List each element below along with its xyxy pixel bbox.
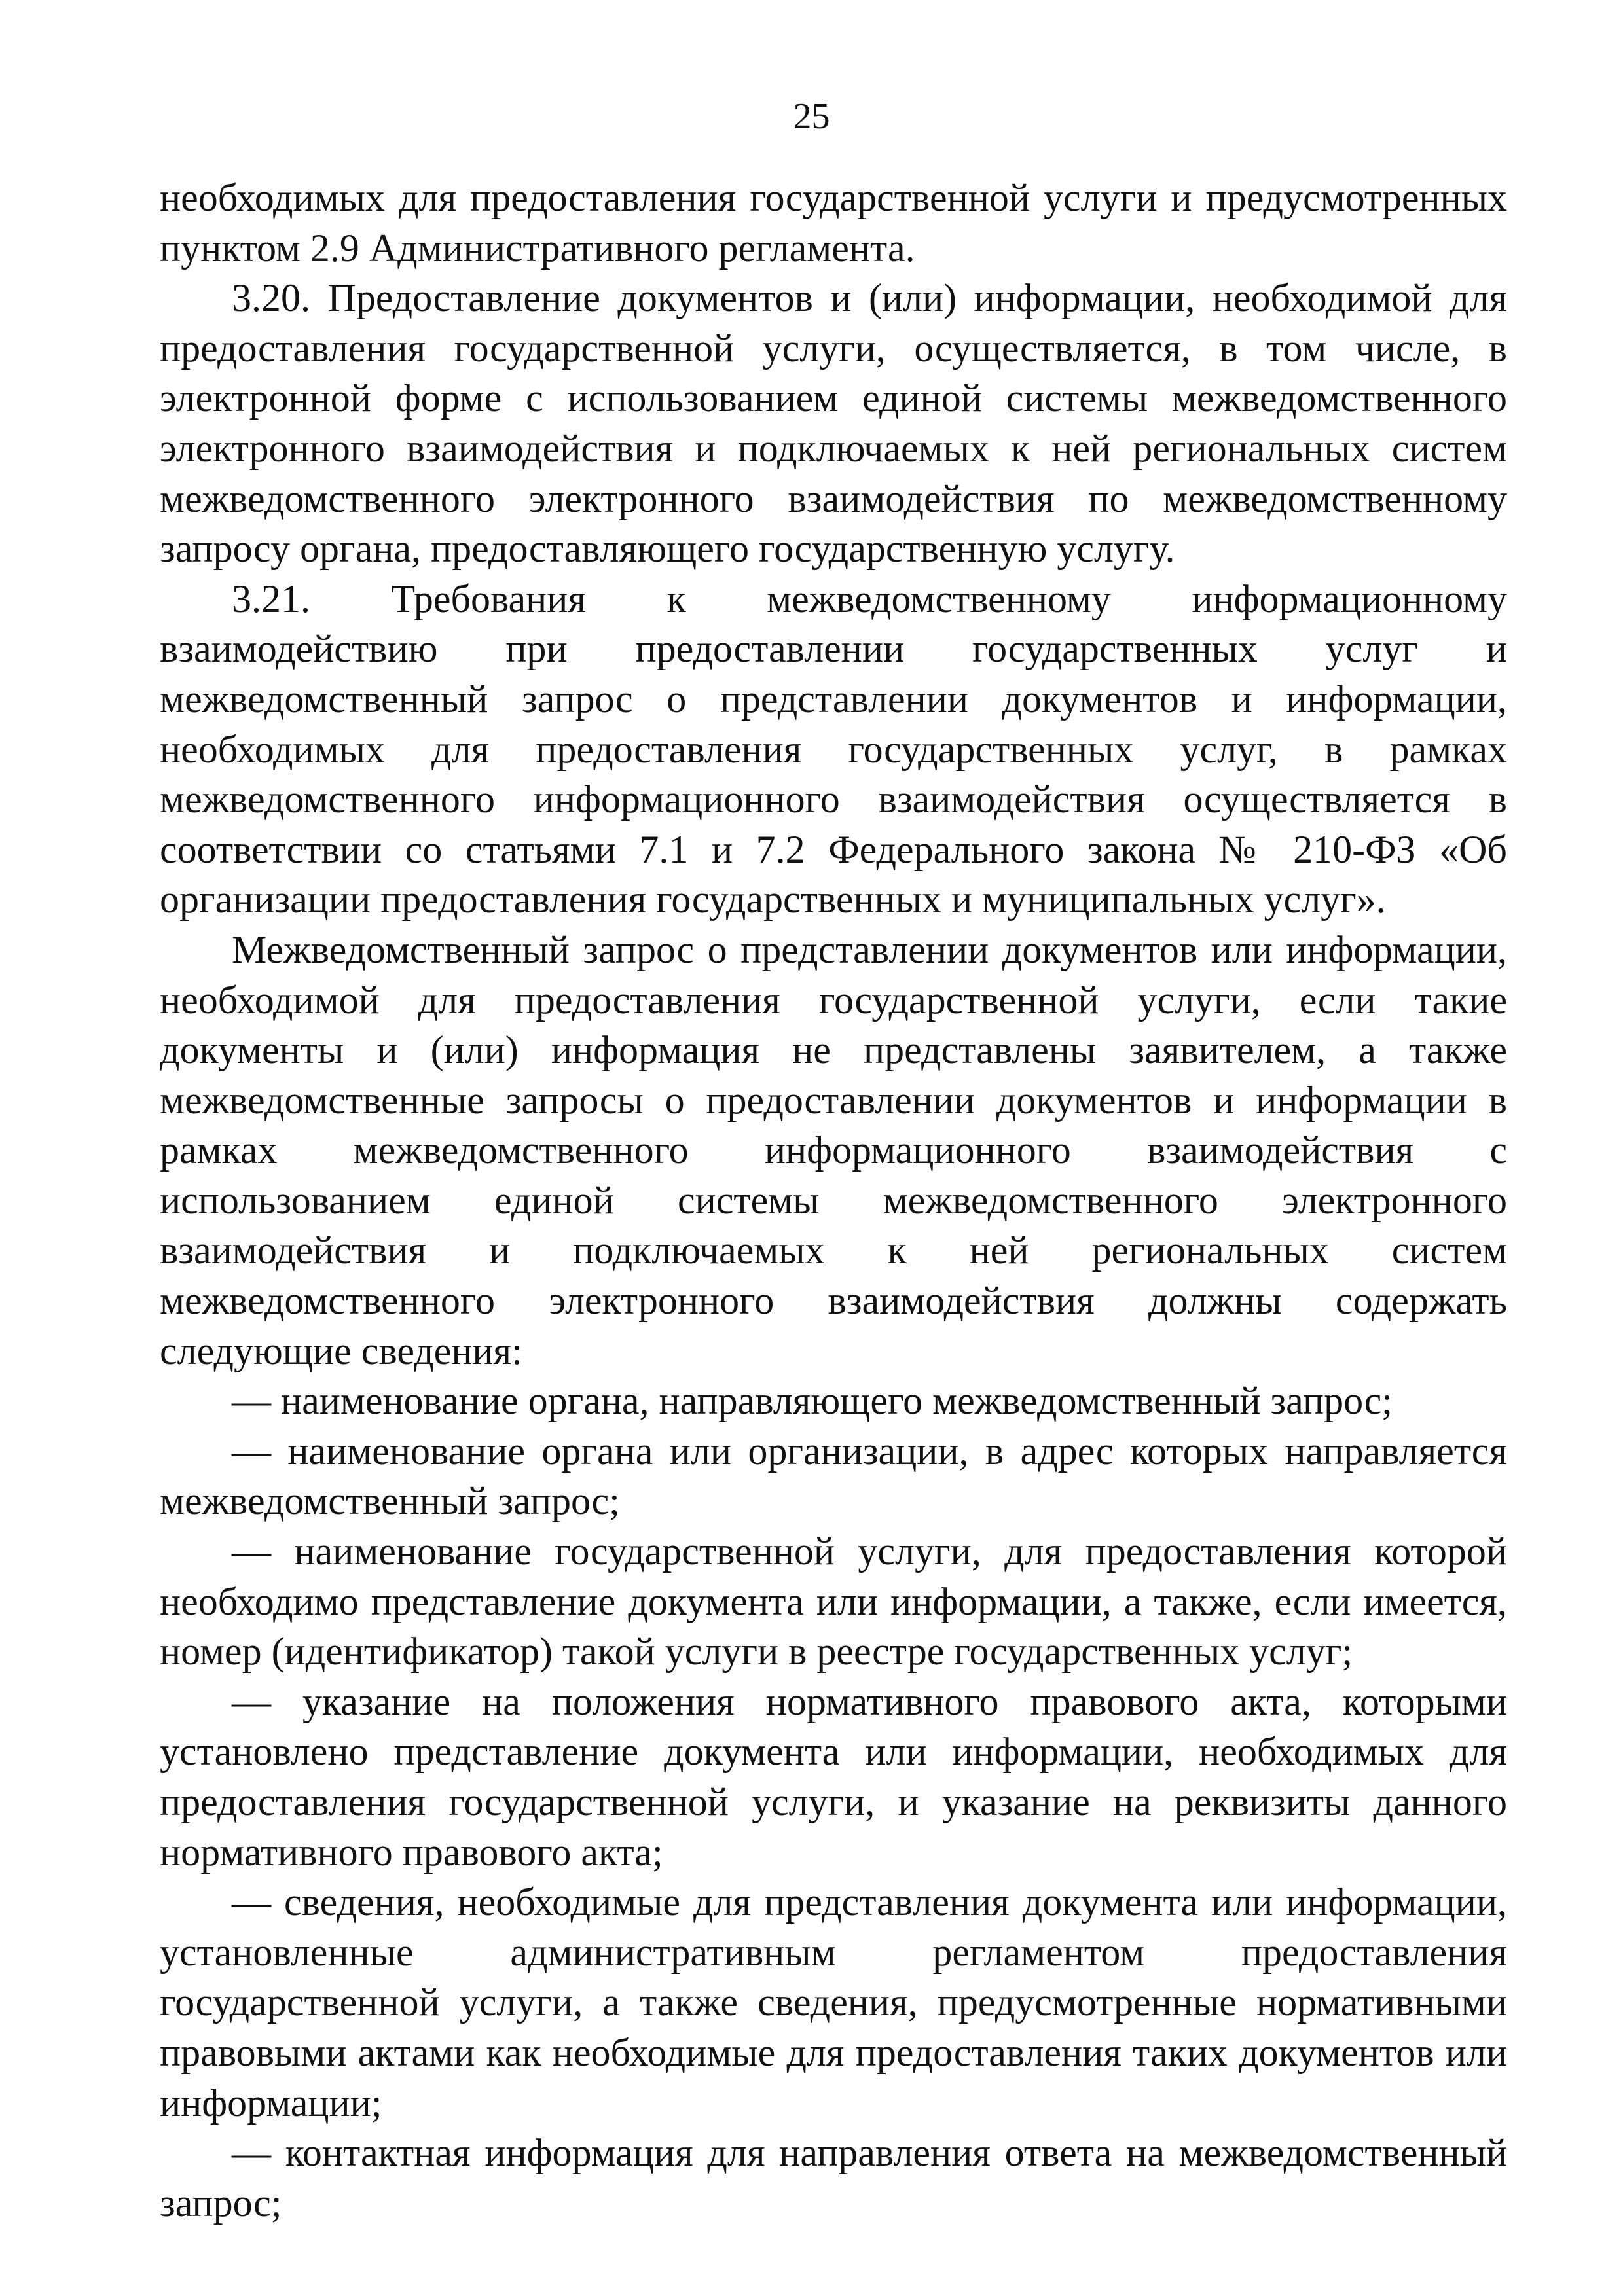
- list-item-required-info: — сведения, необходимые для представления документа или информации, установленные административным регламентом предоставления государственной услуги, а также сведения, предусмотренные нормативными правовыми актами как необходимые для предоставления таких документов или информации;: [160, 1880, 1507, 2125]
- paragraph-3-20: 3.20. Предоставление документов и (или) информации, необходимой для предоставления государственной услуги, осуществляется, в том числе, в электронной форме с использованием единой системы межведомственного электронного взаимодействия и подключаемых к ней региональных систем межведомственного электронного взаимодействия по межведомственному запросу органа, предоставляющего государственную услугу.: [160, 276, 1507, 571]
- paragraph-interagency-request: Межведомственный запрос о представлении документов или информации, необходимой для предоставления государственной услуги, если такие документы и (или) информация не представлены заявителем, а также межведомственные запросы о предоставлении документов и информации в рамках межведомственного информационного взаимодействия с использованием единой системы межведомственного электронного взаимодействия и подключаемых к ней региональных систем межведомственного электронного взаимодействия должны содержать следующие сведения:: [160, 927, 1507, 1372]
- list-item-contact-info: — контактная информация для направления ответа на межведомственный запрос;: [160, 2131, 1507, 2225]
- paragraph-continuation: необходимых для предоставления государственной услуги и предусмотренных пунктом 2.9 Административного регламента.: [160, 176, 1507, 270]
- list-item-requesting-body: — наименование органа, направляющего межведомственный запрос;: [232, 1379, 1393, 1423]
- page-number: 25: [793, 96, 830, 137]
- list-item-service-name: — наименование государственной услуги, для предоставления которой необходимо представление документа или информации, а также, если имеется, номер (идентификатор) такой услуги в реестре государственных услуг;: [160, 1530, 1507, 1674]
- paragraph-3-21: 3.21. Требования к межведомственному информационному взаимодействию при предоставлении государственных услуг и межведомственный запрос о представлении документов и информации, необходимых для предоставления государственных услуг, в рамках межведомственного информационного взаимодействия осуществляется в соответствии со статьями 7.1 и 7.2 Федерального закона № 210-ФЗ «Об организации предоставления государственных и муниципальных услуг».: [160, 577, 1507, 922]
- document-body: [160, 173, 1507, 2228]
- list-item-legal-act: — указание на положения нормативного правового акта, которыми установлено представление документа или информации, необходимых для предоставления государственной услуги, и указание на реквизиты данного нормативного правового акта;: [160, 1679, 1507, 1874]
- list-item-recipient-body: — наименование органа или организации, в адрес которых направляется межведомственный запрос;: [160, 1429, 1507, 1523]
